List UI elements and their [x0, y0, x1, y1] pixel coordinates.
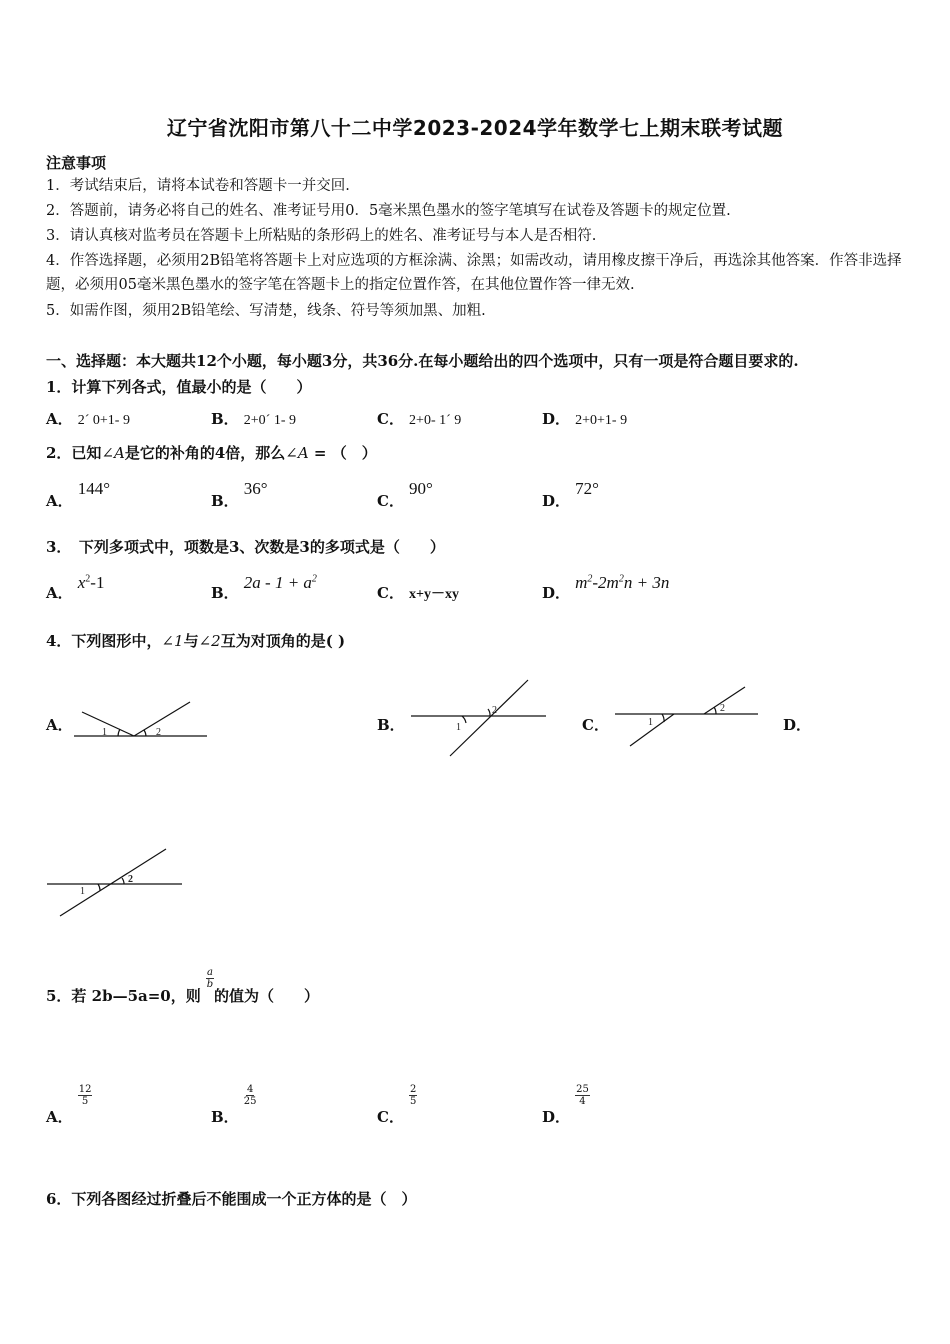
question-6-stem: 6．下列各图经过折叠后不能围成一个正方体的是（ ）: [46, 1190, 417, 1208]
option-label: D．: [542, 1108, 571, 1126]
q3-option-a[interactable]: [46, 572, 105, 602]
option-fraction: $\frac{2}{5}$: [410, 1084, 417, 1107]
q2-stem-pre: 2．已知: [46, 444, 102, 462]
q5-stem-pre: 5．若 2b—5a=0，则: [46, 987, 206, 1005]
q5-option-d[interactable]: [542, 1076, 590, 1126]
option-value: 36°: [243, 479, 268, 498]
option-fraction: $\frac{25}{4}$: [576, 1084, 589, 1107]
q2-option-b[interactable]: [211, 478, 268, 510]
question-1-stem: 1．计算下列各式，值最小的是（ ）: [46, 378, 312, 396]
question-4-stem: [46, 630, 345, 651]
option-label: B．: [211, 1108, 239, 1126]
option-label: B．: [211, 584, 239, 602]
notice-item-1: 1．考试结束后，请将本试卷和答题卡一并交回.: [46, 178, 350, 194]
notice-item-5: 5．如需作图，须用2B铅笔绘、写清楚，线条、符号等须加黑、加粗.: [46, 303, 486, 319]
option-value: 72°: [575, 479, 599, 498]
q4-figure-a[interactable]: [70, 696, 210, 742]
section-heading: 一、选择题：本大题共12个小题，每小题3分，共36分.在每小题给出的四个选项中，只有一项是符合题目要求的.: [46, 352, 799, 370]
q4-figure-d[interactable]: [44, 846, 186, 918]
fig-label-1: 1: [80, 886, 85, 897]
option-value: 90°: [409, 479, 433, 498]
option-label: C．: [377, 584, 404, 602]
q5-option-c[interactable]: [377, 1076, 417, 1126]
option-label: A．: [46, 410, 73, 428]
q2-option-a[interactable]: [46, 478, 111, 510]
option-value: 2+0+1- 9: [575, 413, 628, 428]
q1-option-c[interactable]: [377, 408, 461, 429]
option-label: D．: [542, 492, 571, 510]
q4-label-c[interactable]: C．: [582, 716, 609, 734]
option-label: C．: [377, 492, 404, 510]
option-label: D．: [542, 410, 571, 428]
fig-label-1: 1: [456, 722, 461, 733]
q5-stem-post: 的值为（ ）: [213, 987, 319, 1005]
q4-angle2: ∠2: [198, 632, 221, 650]
q5-stem-fraction: $\frac{a}{b}$: [206, 967, 214, 990]
q3-option-c[interactable]: [377, 582, 459, 603]
q4-label-b[interactable]: B．: [377, 716, 405, 734]
option-value: $m^2-2m^2n + 3n$: [575, 573, 670, 592]
q2-stem-mid: 是它的补角的4倍，那么: [124, 444, 286, 462]
q3-option-d[interactable]: [542, 572, 670, 602]
fig-label-1: 1: [648, 717, 653, 728]
option-value: 2+0- 1´ 9: [409, 413, 462, 428]
q4-stem-pre: 4．下列图形中，: [46, 632, 162, 650]
option-label: B．: [211, 410, 239, 428]
q4-stem-post: 互为对顶角的是( ): [220, 632, 346, 650]
option-label: C．: [377, 410, 404, 428]
q2-option-d[interactable]: [542, 478, 599, 510]
notice-heading: 注意事项: [46, 154, 107, 172]
q5-option-a[interactable]: [46, 1076, 92, 1126]
question-2-stem: [46, 442, 377, 463]
q4-figure-b[interactable]: [408, 676, 550, 760]
notice-item-2: 2．答题前，请务必将自己的姓名、准考证号用0．5毫米黑色墨水的签字笔填写在试卷及答题卡的规定位置.: [46, 203, 731, 219]
fig-label-2: 2: [492, 705, 497, 716]
option-label: A．: [46, 584, 73, 602]
q1-option-d[interactable]: [542, 408, 627, 429]
fig-label-2: 2: [128, 874, 133, 885]
question-3-stem: 3． 下列多项式中，项数是3、次数是3的多项式是（ ）: [46, 538, 445, 556]
option-fraction: $\frac{4}{25}$: [243, 1084, 257, 1107]
q2-angle-repeat: ∠A: [285, 444, 309, 462]
option-label: D．: [542, 584, 571, 602]
option-value: 2+0´ 1- 9: [243, 413, 297, 428]
option-value: x+y－xy: [409, 587, 460, 602]
q4-angle1: ∠1: [161, 632, 184, 650]
question-5-stem: [46, 967, 319, 1016]
q1-option-a[interactable]: [46, 408, 130, 429]
fig-label-2: 2: [156, 727, 161, 738]
option-label: A．: [46, 1108, 73, 1126]
option-value: $x^2-1$: [77, 573, 105, 592]
q2-stem-post: = （ ）: [308, 444, 377, 462]
page-title: 辽宁省沈阳市第八十二中学2023-2024学年数学七上期末联考试题: [166, 116, 784, 140]
q1-option-b[interactable]: [211, 408, 296, 429]
notice-item-3: 3．请认真核对监考员在答题卡上所粘贴的条形码上的姓名、准考证号与本人是否相符.: [46, 228, 597, 244]
q4-label-a[interactable]: A．: [46, 716, 73, 734]
option-fraction: $\frac{12}{5}$: [78, 1084, 92, 1107]
q2-angle: ∠A: [101, 444, 125, 462]
option-value: $2a - 1 + a^2$: [243, 573, 317, 592]
q4-figure-c[interactable]: [612, 684, 762, 750]
notice-item-4: 4．作答选择题，必须用2B铅笔将答题卡上对应选项的方框涂满、涂黑；如需改动，请用橡皮擦干净后，再选涂其他答案．作答非选择题，必须用05毫米黑色墨水的签字笔在答题卡上的指定位置作答，在其他位置作答一律无效.: [46, 253, 902, 293]
option-label: B．: [211, 492, 239, 510]
option-value: 144°: [77, 479, 111, 498]
q4-label-d[interactable]: D．: [783, 716, 812, 734]
q5-option-b[interactable]: [211, 1076, 257, 1126]
q4-stem-mid: 与: [183, 632, 199, 650]
option-label: C．: [377, 1108, 404, 1126]
fig-label-2: 2: [720, 703, 725, 714]
fig-label-1: 1: [102, 727, 107, 738]
option-value: 2´ 0+1- 9: [77, 413, 130, 428]
option-label: A．: [46, 492, 73, 510]
q2-option-c[interactable]: [377, 478, 433, 510]
q3-option-b[interactable]: [211, 572, 317, 602]
